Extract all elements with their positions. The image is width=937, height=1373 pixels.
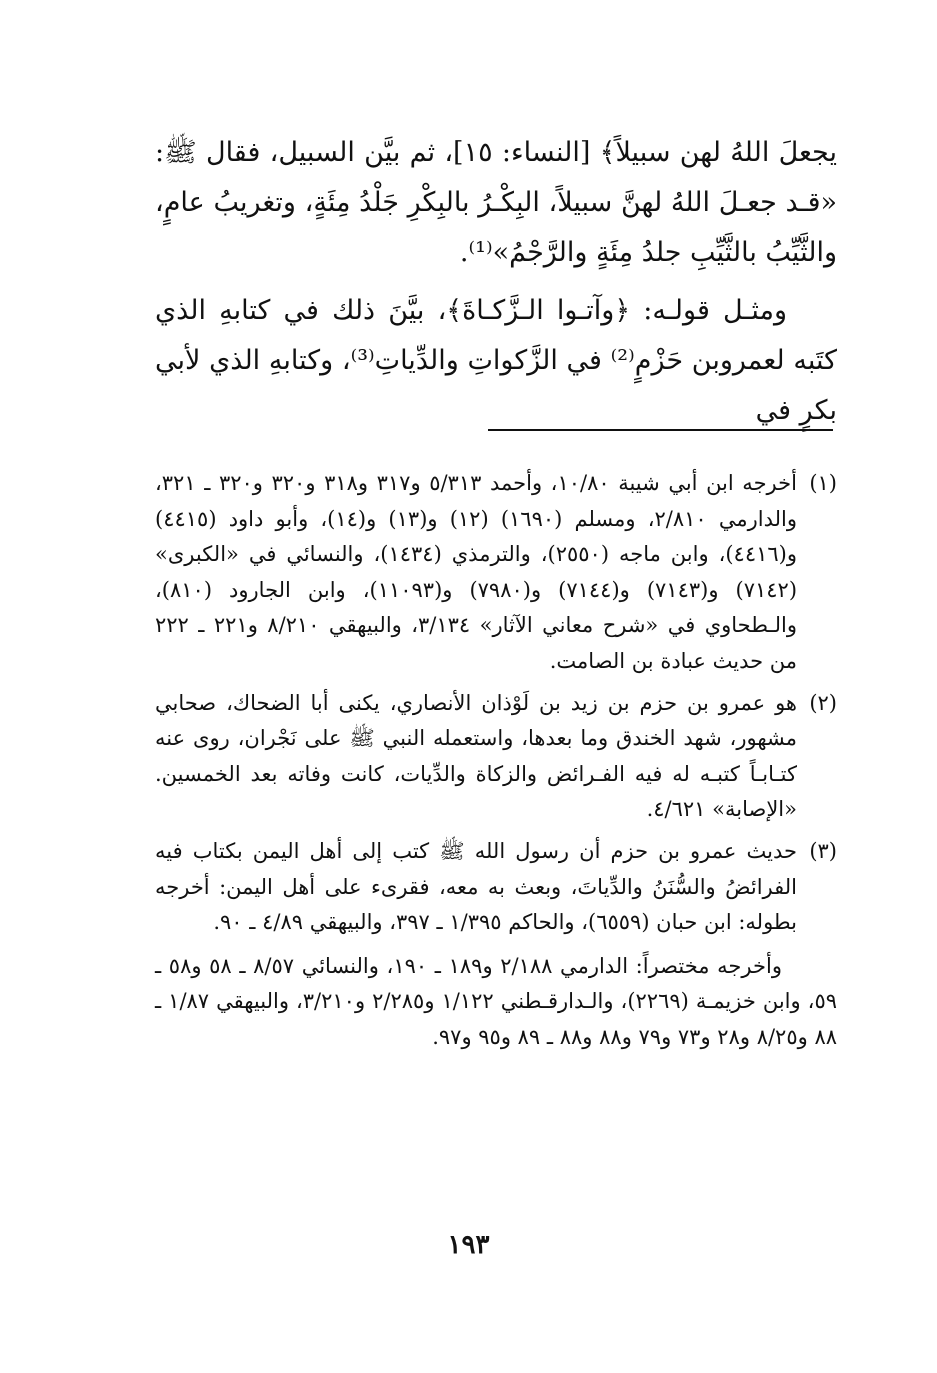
- main-paragraph-1: يجعلَ اللهُ لهن سبيلاً﴾ [النساء: ١٥]، ثم بيَّن السبيل، فقال ﷺ: «قـد جعـلَ اللهُ لهنَّ سبيلاً، البِكْـرُ بالبِكْرِ جَلْدُ مِئَةٍ، وتغريبُ عامٍ، والثَّيِّبُ بالثَّيِّبِ جلدُ مِئَةٍ والرَّجْمُ»⁽¹⁾.: [155, 137, 837, 268]
- footnote-number: (١): [809, 471, 837, 495]
- footnote-3-continuation: وأخرجه مختصراً: الدارمي ٢/١٨٨ و١٨٩ ـ ١٩٠، والنسائي ٨/٥٧ ـ ٥٨ و٥٨ ـ ٥٩، وابن خزيمـة (٢٢٦٩)، والـدارقـطني ١/١٢٢ و٢/٢٨٥ و٣/٢١٠، والبيهقي ١/٨٧ ـ ٨٨ و٨/٢٥ و٢٨ و٧٣ و٧٩ و٨٨ و٨٨ ـ ٨٩ و٩٥ و٩٧.: [155, 953, 837, 1049]
- footnote-3: [155, 834, 837, 941]
- footnote-text: أخرجه ابن أبي شيبة ١٠/٨٠، وأحمد ٥/٣١٣ و٣١٧ و٣١٨ و٣٢٠ و٣٢٠ ـ ٣٢١، والدارمي ٢/٨١٠، ومسلم (١٦٩٠) (١٢) و(١٣) و(١٤)، وأبو داود (٤٤١٥) و(٤٤١٦)، وابن ماجه (٢٥٥٠)، والترمذي (١٤٣٤)، والنسائي في «الكبرى» (٧١٤٢) و(٧١٤٣) و(٧١٤٤) و(٧٩٨٠) و(١١٠٩٣)، وابن الجارود (٨١٠)، والـطحاوي في «شرح معاني الآثار» ٣/١٣٤، والبيهقي ٨/٢١٠ و٢٢١ ـ ٢٢٢ من حديث عبادة بن الصامت.: [155, 471, 798, 673]
- footnote-number: (٣): [809, 838, 837, 863]
- main-paragraph-2: ومثـل قولـه: ﴿وآتـوا الـزَّكـاةَ﴾، بيَّنَ ذلك في كتابهِ الذي كتَبه لعمروبن حَزْمٍ⁽²⁾ في الزَّكواتِ والدِّياتِ⁽³⁾، وكتابهِ الذي لأبي بكرٍ في: [155, 295, 837, 426]
- footnote-text: هو عمرو بن حزم بن زيد بن لَوْذان الأنصاري، يكنى أبا الضحاك، صحابي مشهور، شهد الخندق وما بعدها، واستعمله النبي ﷺ على نَجْران، روى عنه كتـابـاً كتبـه له فيه الفـرائض والزكاة والدِّيات، كانت وفاته بعد الخمسين. «الإصابة» ٤/٦٢١.: [155, 690, 797, 822]
- footnote-text: حديث عمرو بن حزم أن رسول الله ﷺ كتب إلى أهل اليمن بكتاب فيه الفرائضُ والسُّنَنُ والدِّياتَ، وبعث به معه، فقرىء على أهل اليمن: أخرجه بطوله: ابن حبان (٦٥٥٩)، والحاكم ١/٣٩٥ ـ ٣٩٧، والبيهقي ٤/٨٩ ـ ٩٠.: [155, 838, 797, 935]
- footnote-1: [155, 466, 837, 680]
- footnote-2: [155, 686, 837, 828]
- footnotes-section: [155, 466, 837, 1056]
- page-number: ١٩٣: [447, 1230, 490, 1260]
- footnote-number: (٢): [809, 690, 837, 715]
- main-text: [155, 128, 837, 436]
- footnote-separator: [488, 429, 833, 431]
